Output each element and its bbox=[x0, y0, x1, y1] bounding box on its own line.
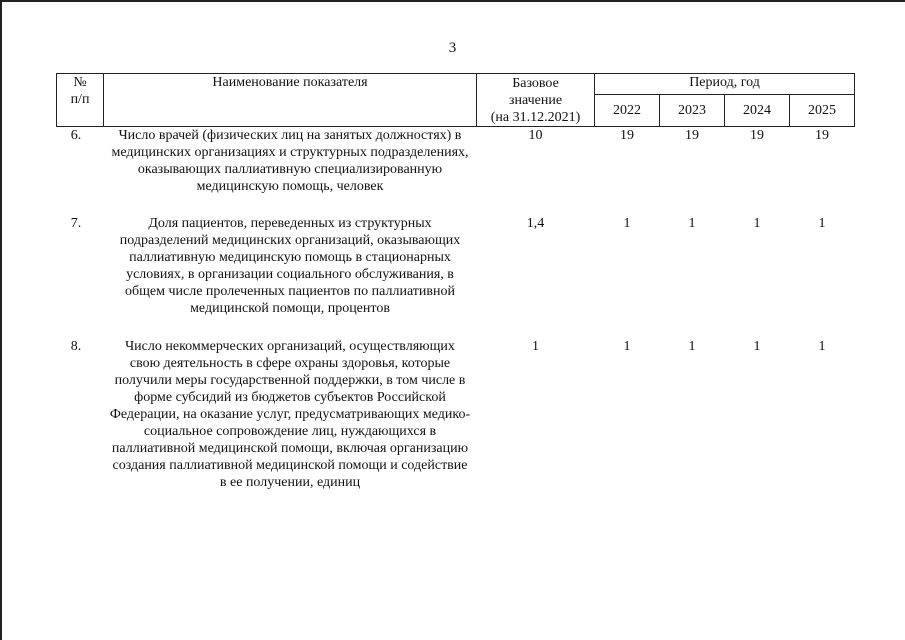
header-number: № п/п bbox=[57, 74, 104, 127]
year-value: 1 bbox=[818, 339, 826, 354]
header-year: 2022 bbox=[595, 95, 660, 127]
year-value: 1 bbox=[623, 216, 631, 231]
year-value: 19 bbox=[750, 128, 764, 143]
year-value: 1 bbox=[753, 216, 761, 231]
base-value: 1,4 bbox=[526, 216, 545, 231]
table-row bbox=[57, 127, 855, 216]
table-row bbox=[57, 338, 855, 513]
indicator-name: Число некоммерческих организаций, осуществляющих свою деятельность в сфере охраны здоровья, которые получили меры государственной поддержки, в том числе в форме субсидий из бюджетов субъектов Российской Федерации, на оказание услуг, предусматривающих медико-социальное сопровождение лиц, нуждающихся в паллиативной медицинской помощи, включая организацию создания паллиативной медицинской помощи и содействие в ее получении, единиц bbox=[109, 339, 471, 490]
year-value: 19 bbox=[815, 128, 830, 143]
year-value: 1 bbox=[753, 339, 761, 354]
indicator-name: Число врачей (физических лиц на занятых должностях) в медицинских организациях и структурных подразделениях, оказывающих паллиативную специализированную медицинскую помощь, человек bbox=[111, 128, 469, 194]
year-value: 19 bbox=[685, 128, 699, 143]
row-number: 7. bbox=[70, 216, 82, 231]
header-base-value: Базовое значение (на 31.12.2021) bbox=[477, 74, 595, 127]
row-number: 8. bbox=[70, 339, 82, 354]
indicator-name: Доля пациентов, переведенных из структурных подразделений медицинских организаций, оказывающих паллиативную медицинскую помощь в стационарных условиях, в организации социального обслуживания, в общем числе пролеченных пациентов по паллиативной медицинской помощи, процентов bbox=[119, 216, 461, 316]
header-year: 2025 bbox=[790, 95, 855, 127]
header-year: 2024 bbox=[725, 95, 790, 127]
year-value: 1 bbox=[688, 339, 696, 354]
year-value: 19 bbox=[620, 128, 634, 143]
year-value: 1 bbox=[818, 216, 826, 231]
indicators-table bbox=[56, 73, 855, 513]
header-period: Период, год bbox=[595, 74, 855, 95]
base-value: 10 bbox=[528, 128, 543, 143]
table-row bbox=[57, 215, 855, 338]
header-year: 2023 bbox=[660, 95, 725, 127]
row-number: 6. bbox=[70, 128, 82, 143]
year-value: 1 bbox=[688, 216, 696, 231]
year-value: 1 bbox=[623, 339, 631, 354]
page-number: 3 bbox=[448, 40, 457, 56]
base-value: 1 bbox=[532, 339, 539, 354]
header-indicator-name: Наименование показателя bbox=[104, 74, 477, 127]
